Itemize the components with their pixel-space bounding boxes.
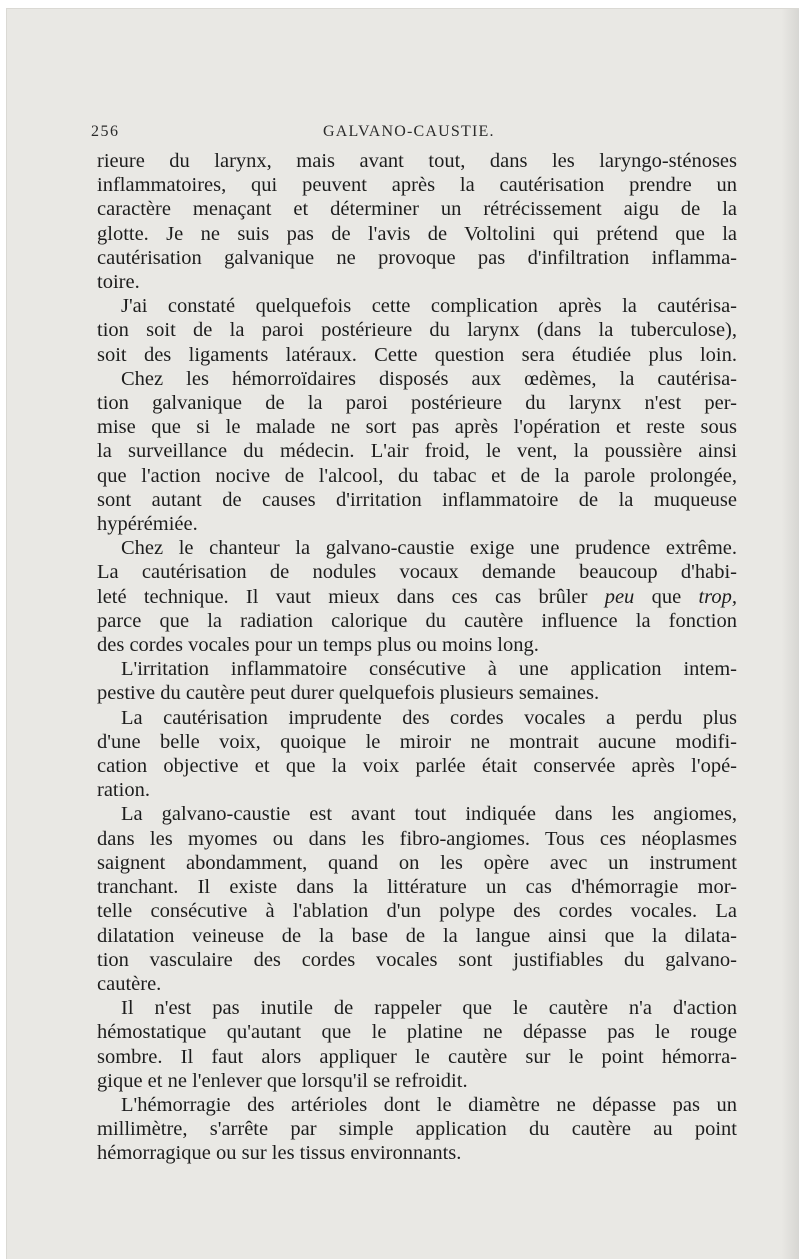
italic-word-peu: peu (604, 585, 635, 608)
text-line: hémostatique qu'autant que le platine ne dépasse pas le rouge (97, 1021, 737, 1044)
text-line: hypérémiée. (97, 513, 198, 536)
text-line: que l'action nocive de l'alcool, du tabac et de la parole prolongée, (97, 464, 737, 487)
page-edge-shadow (781, 9, 799, 1259)
running-title: GALVANO-CAUSTIE. (323, 123, 495, 140)
text-line: tion galvanique de la paroi postérieure du larynx n'est per- (97, 392, 737, 415)
text-line: cation objective et que la voix parlée était conservée après l'opé- (97, 755, 737, 778)
text-line: toire. (97, 271, 140, 294)
text-line: tion vasculaire des cordes vocales sont justifiables du galvano- (97, 948, 737, 971)
text-line: soit des ligaments latéraux. Cette question sera étudiée plus loin. (97, 343, 737, 366)
text-line: la surveillance du médecin. L'air froid, le vent, la poussière ainsi (97, 440, 737, 463)
text-line: parce que la radiation calorique du cautère influence la fonction (97, 609, 737, 632)
text-line: rieure du larynx, mais avant tout, dans les laryngo-sténoses (97, 150, 737, 172)
text-line: pestive du cautère peut durer quelquefois plusieurs semaines. (97, 682, 600, 705)
text-line: La galvano-caustie est avant tout indiquée dans les angiomes, (121, 803, 737, 826)
text-fragment: leté technique. Il vaut mieux dans ces cas brûler (97, 585, 588, 608)
text-line: millimètre, s'arrête par simple application du cautère au point (97, 1118, 737, 1141)
text-line: d'une belle voix, quoique le miroir ne montrait aucune modifi- (97, 730, 737, 753)
text-line: cautère. (97, 972, 162, 995)
italic-word-trop: trop, (698, 585, 737, 608)
text-line: J'ai constaté quelquefois cette complication après la cautérisa- (121, 295, 737, 318)
text-line-with-italics (97, 585, 737, 609)
page-header (91, 117, 741, 147)
text-line: glotte. Je ne suis pas de l'avis de Voltolini qui prétend que la (97, 222, 737, 245)
text-line: cautérisation galvanique ne provoque pas d'infiltration inflamma- (97, 246, 737, 269)
text-line: gique et ne l'enlever que lorsqu'il se refroidit. (97, 1069, 468, 1092)
text-line: dilatation veineuse de la base de la langue ainsi que la dilata- (97, 924, 737, 947)
text-line: dans les myomes ou dans les fibro-angiomes. Tous ces néoplasmes (97, 827, 737, 850)
body-text (97, 149, 737, 1166)
text-line: ration. (97, 779, 150, 802)
text-line: tion soit de la paroi postérieure du larynx (dans la tuberculose), (97, 319, 737, 342)
text-fragment: que (651, 585, 682, 608)
text-line: sont autant de causes d'irritation inflammatoire de la muqueuse (97, 488, 737, 511)
text-line: Chez le chanteur la galvano-caustie exige une prudence extrême. (121, 537, 737, 560)
text-line: sombre. Il faut alors appliquer le cautère sur le point hémorra- (97, 1045, 737, 1068)
page-number: 256 (91, 123, 120, 140)
text-line: caractère menaçant et déterminer un rétrécissement aigu de la (97, 198, 737, 221)
text-line: L'hémorragie des artérioles dont le diamètre ne dépasse pas un (121, 1093, 737, 1116)
text-line: L'irritation inflammatoire consécutive à une application intem- (121, 658, 737, 681)
text-line: des cordes vocales pour un temps plus ou moins long. (97, 634, 539, 657)
text-line: telle consécutive à l'ablation d'un polype des cordes vocales. La (97, 900, 737, 923)
text-line: La cautérisation de nodules vocaux demande beaucoup d'habi- (97, 561, 737, 584)
text-line: tranchant. Il existe dans la littérature un cas d'hémorragie mor- (97, 876, 737, 899)
text-line: inflammatoires, qui peuvent après la cautérisation prendre un (97, 174, 737, 197)
text-line: La cautérisation imprudente des cordes vocales a perdu plus (121, 706, 737, 729)
text-line: Chez les hémorroïdaires disposés aux œdèmes, la cautérisa- (121, 367, 737, 390)
text-line: hémorragique ou sur les tissus environnants. (97, 1142, 462, 1165)
text-line: saignent abondamment, quand on les opère avec un instrument (97, 851, 737, 874)
text-line: mise que si le malade ne sort pas après l'opération et reste sous (97, 416, 737, 439)
text-line: Il n'est pas inutile de rappeler que le cautère n'a d'action (121, 997, 737, 1020)
book-page (6, 8, 799, 1259)
